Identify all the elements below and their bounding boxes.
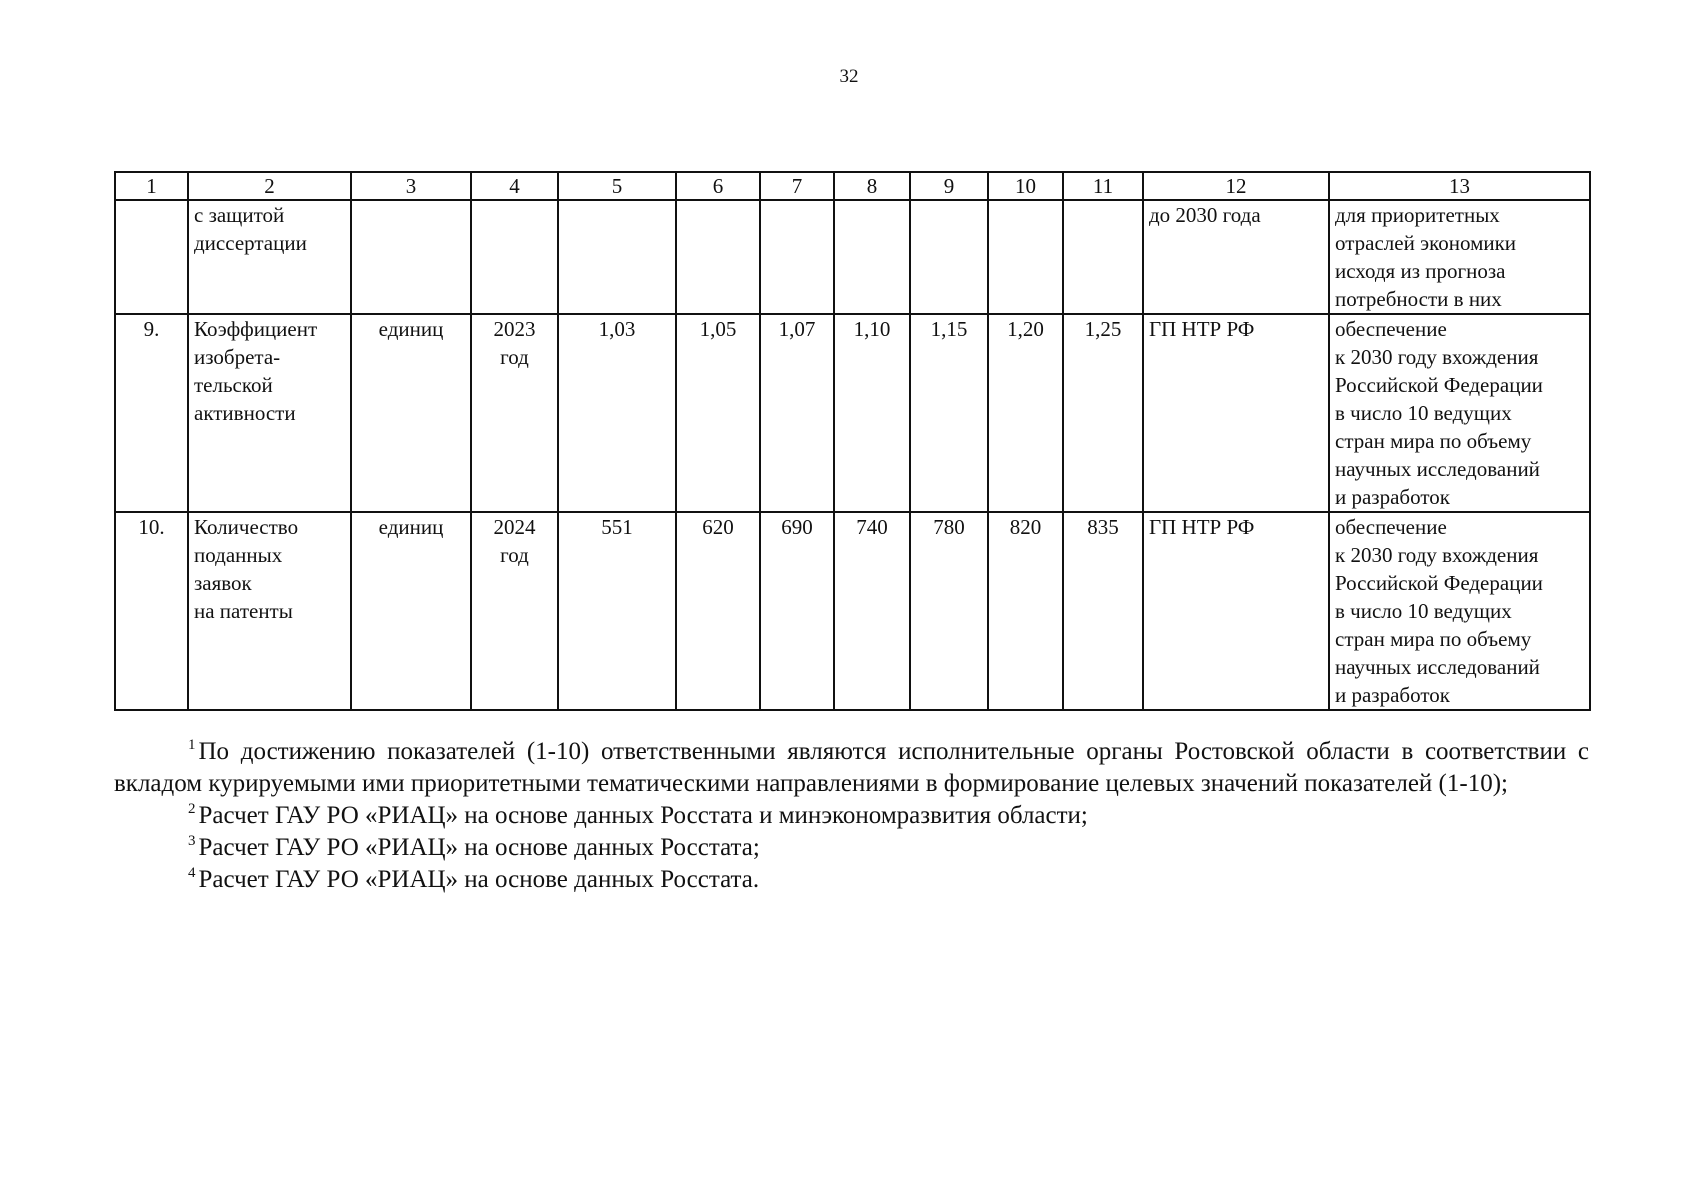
value-cell [558, 200, 676, 314]
header-cell: 7 [760, 172, 834, 200]
value-cell [760, 200, 834, 314]
purpose-cell: обеспечение к 2030 году вхождения Российской Федерации в число 10 ведущих стран мира по объему научных исследований и разработок [1329, 512, 1590, 710]
header-cell: 13 [1329, 172, 1590, 200]
value-cell: 1,03 [558, 314, 676, 512]
header-cell: 9 [910, 172, 988, 200]
indicator-name-cell: Коэффициент изобрета- тельской активности [188, 314, 351, 512]
header-cell: 5 [558, 172, 676, 200]
indicators-table [114, 171, 1591, 711]
header-cell: 2 [188, 172, 351, 200]
base-year-cell: 2023 год [471, 314, 558, 512]
footnote-mark: 1 [188, 737, 196, 753]
value-cell: 820 [988, 512, 1063, 710]
value-cell: 1,20 [988, 314, 1063, 512]
footnote-text: Расчет ГАУ РО «РИАЦ» на основе данных Росстата и минэкономразвития области; [198, 802, 1088, 829]
header-cell: 10 [988, 172, 1063, 200]
unit-cell: единиц [351, 314, 471, 512]
table-row [115, 314, 1590, 512]
purpose-cell: для приоритетных отраслей экономики исходя из прогноза потребности в них [1329, 200, 1590, 314]
value-cell [834, 200, 910, 314]
header-cell: 12 [1143, 172, 1329, 200]
footnote-1 [114, 736, 1589, 800]
footnote-text: Расчет ГАУ РО «РИАЦ» на основе данных Росстата. [198, 866, 760, 893]
value-cell: 1,05 [676, 314, 760, 512]
value-cell [988, 200, 1063, 314]
base-year-cell [471, 200, 558, 314]
row-number-cell: 9. [115, 314, 188, 512]
footnote-4 [114, 864, 1589, 896]
source-cell: ГП НТР РФ [1143, 512, 1329, 710]
value-cell: 620 [676, 512, 760, 710]
indicator-name-cell: с защитой диссертации [188, 200, 351, 314]
page-number: 32 [839, 66, 859, 87]
header-cell: 4 [471, 172, 558, 200]
value-cell: 1,07 [760, 314, 834, 512]
table-header-row [115, 172, 1590, 200]
value-cell: 835 [1063, 512, 1143, 710]
table-row [115, 512, 1590, 710]
row-number-cell: 10. [115, 512, 188, 710]
value-cell: 780 [910, 512, 988, 710]
footnote-text: По достижению показателей (1-10) ответственными являются исполнительные органы Ростовской области в соответствии с вкладом курируемыми ими приоритетными тематическими направлениями в формирование целевых значений показателей (1-10); [114, 738, 1589, 797]
value-cell: 1,10 [834, 314, 910, 512]
value-cell: 1,15 [910, 314, 988, 512]
purpose-cell: обеспечение к 2030 году вхождения Российской Федерации в число 10 ведущих стран мира по объему научных исследований и разработок [1329, 314, 1590, 512]
value-cell [676, 200, 760, 314]
unit-cell [351, 200, 471, 314]
source-cell: ГП НТР РФ [1143, 314, 1329, 512]
row-number-cell [115, 200, 188, 314]
value-cell: 740 [834, 512, 910, 710]
value-cell: 1,25 [1063, 314, 1143, 512]
header-cell: 8 [834, 172, 910, 200]
header-cell: 6 [676, 172, 760, 200]
value-cell: 551 [558, 512, 676, 710]
value-cell: 690 [760, 512, 834, 710]
footnote-3 [114, 832, 1589, 864]
base-year-cell: 2024 год [471, 512, 558, 710]
footnote-text: Расчет ГАУ РО «РИАЦ» на основе данных Росстата; [198, 834, 760, 861]
footnotes [114, 736, 1589, 896]
footnote-2 [114, 800, 1589, 832]
source-cell: до 2030 года [1143, 200, 1329, 314]
unit-cell: единиц [351, 512, 471, 710]
footnote-mark: 3 [188, 833, 196, 849]
indicator-name-cell: Количество поданных заявок на патенты [188, 512, 351, 710]
footnote-mark: 2 [188, 801, 196, 817]
header-cell: 1 [115, 172, 188, 200]
header-cell: 3 [351, 172, 471, 200]
table-row [115, 200, 1590, 314]
value-cell [1063, 200, 1143, 314]
value-cell [910, 200, 988, 314]
header-cell: 11 [1063, 172, 1143, 200]
footnote-mark: 4 [188, 865, 196, 881]
